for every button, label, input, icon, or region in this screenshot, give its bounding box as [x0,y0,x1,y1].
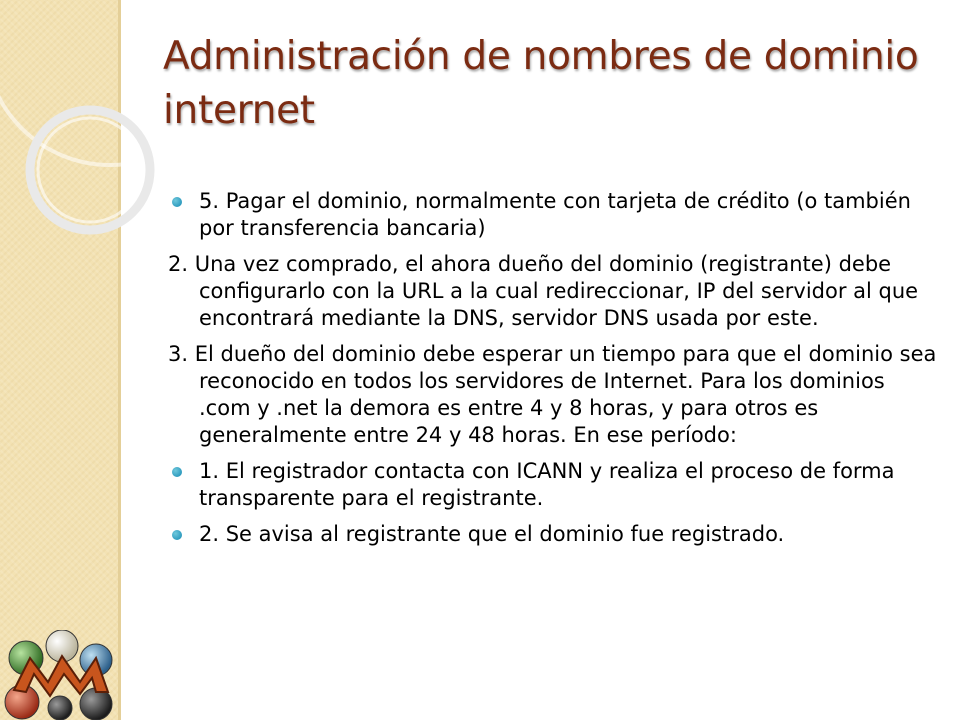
bullet-item-contact-icann [168,458,938,512]
slide-body [168,188,938,557]
bullet-text: 2. Se avisa al registrante que el dominio fue registrado. [199,522,785,546]
bullet-text: 5. Pagar el dominio, normalmente con tarjeta de crédito (o también por transferencia bancaria) [199,189,911,240]
bullet-icon [172,197,182,207]
bullet-icon [172,467,182,477]
bullet-icon [172,530,182,540]
magic-m-logo-icon [0,630,118,720]
bullet-item-notify-registrant [168,521,938,548]
paragraph-configure-domain [168,251,938,332]
bullet-item-pay-domain [168,188,938,242]
paragraph-text: 3. El dueño del dominio debe esperar un tiempo para que el dominio sea reconocido en todos los servidores de Internet. Para los dominios .com y .net la demora es entre 4 y 8 horas, y para otros es generalmente entre 24 y 48 horas. En ese período: [168,342,937,447]
paragraph-text: 2. Una vez comprado, el ahora dueño del dominio (registrante) debe configurarlo con la URL a la cual redireccionar, IP del servidor al que encontrará mediante la DNS, servidor DNS usada por este. [168,252,919,330]
slide-title: Administración de nombres de dominio internet [163,34,919,133]
paragraph-wait-recognition [168,341,938,449]
decorative-side-strip [0,0,120,720]
bullet-text: 1. El registrador contacta con ICANN y realiza el proceso de forma transparente para el registrante. [199,459,895,510]
side-strip-edge [118,0,121,720]
